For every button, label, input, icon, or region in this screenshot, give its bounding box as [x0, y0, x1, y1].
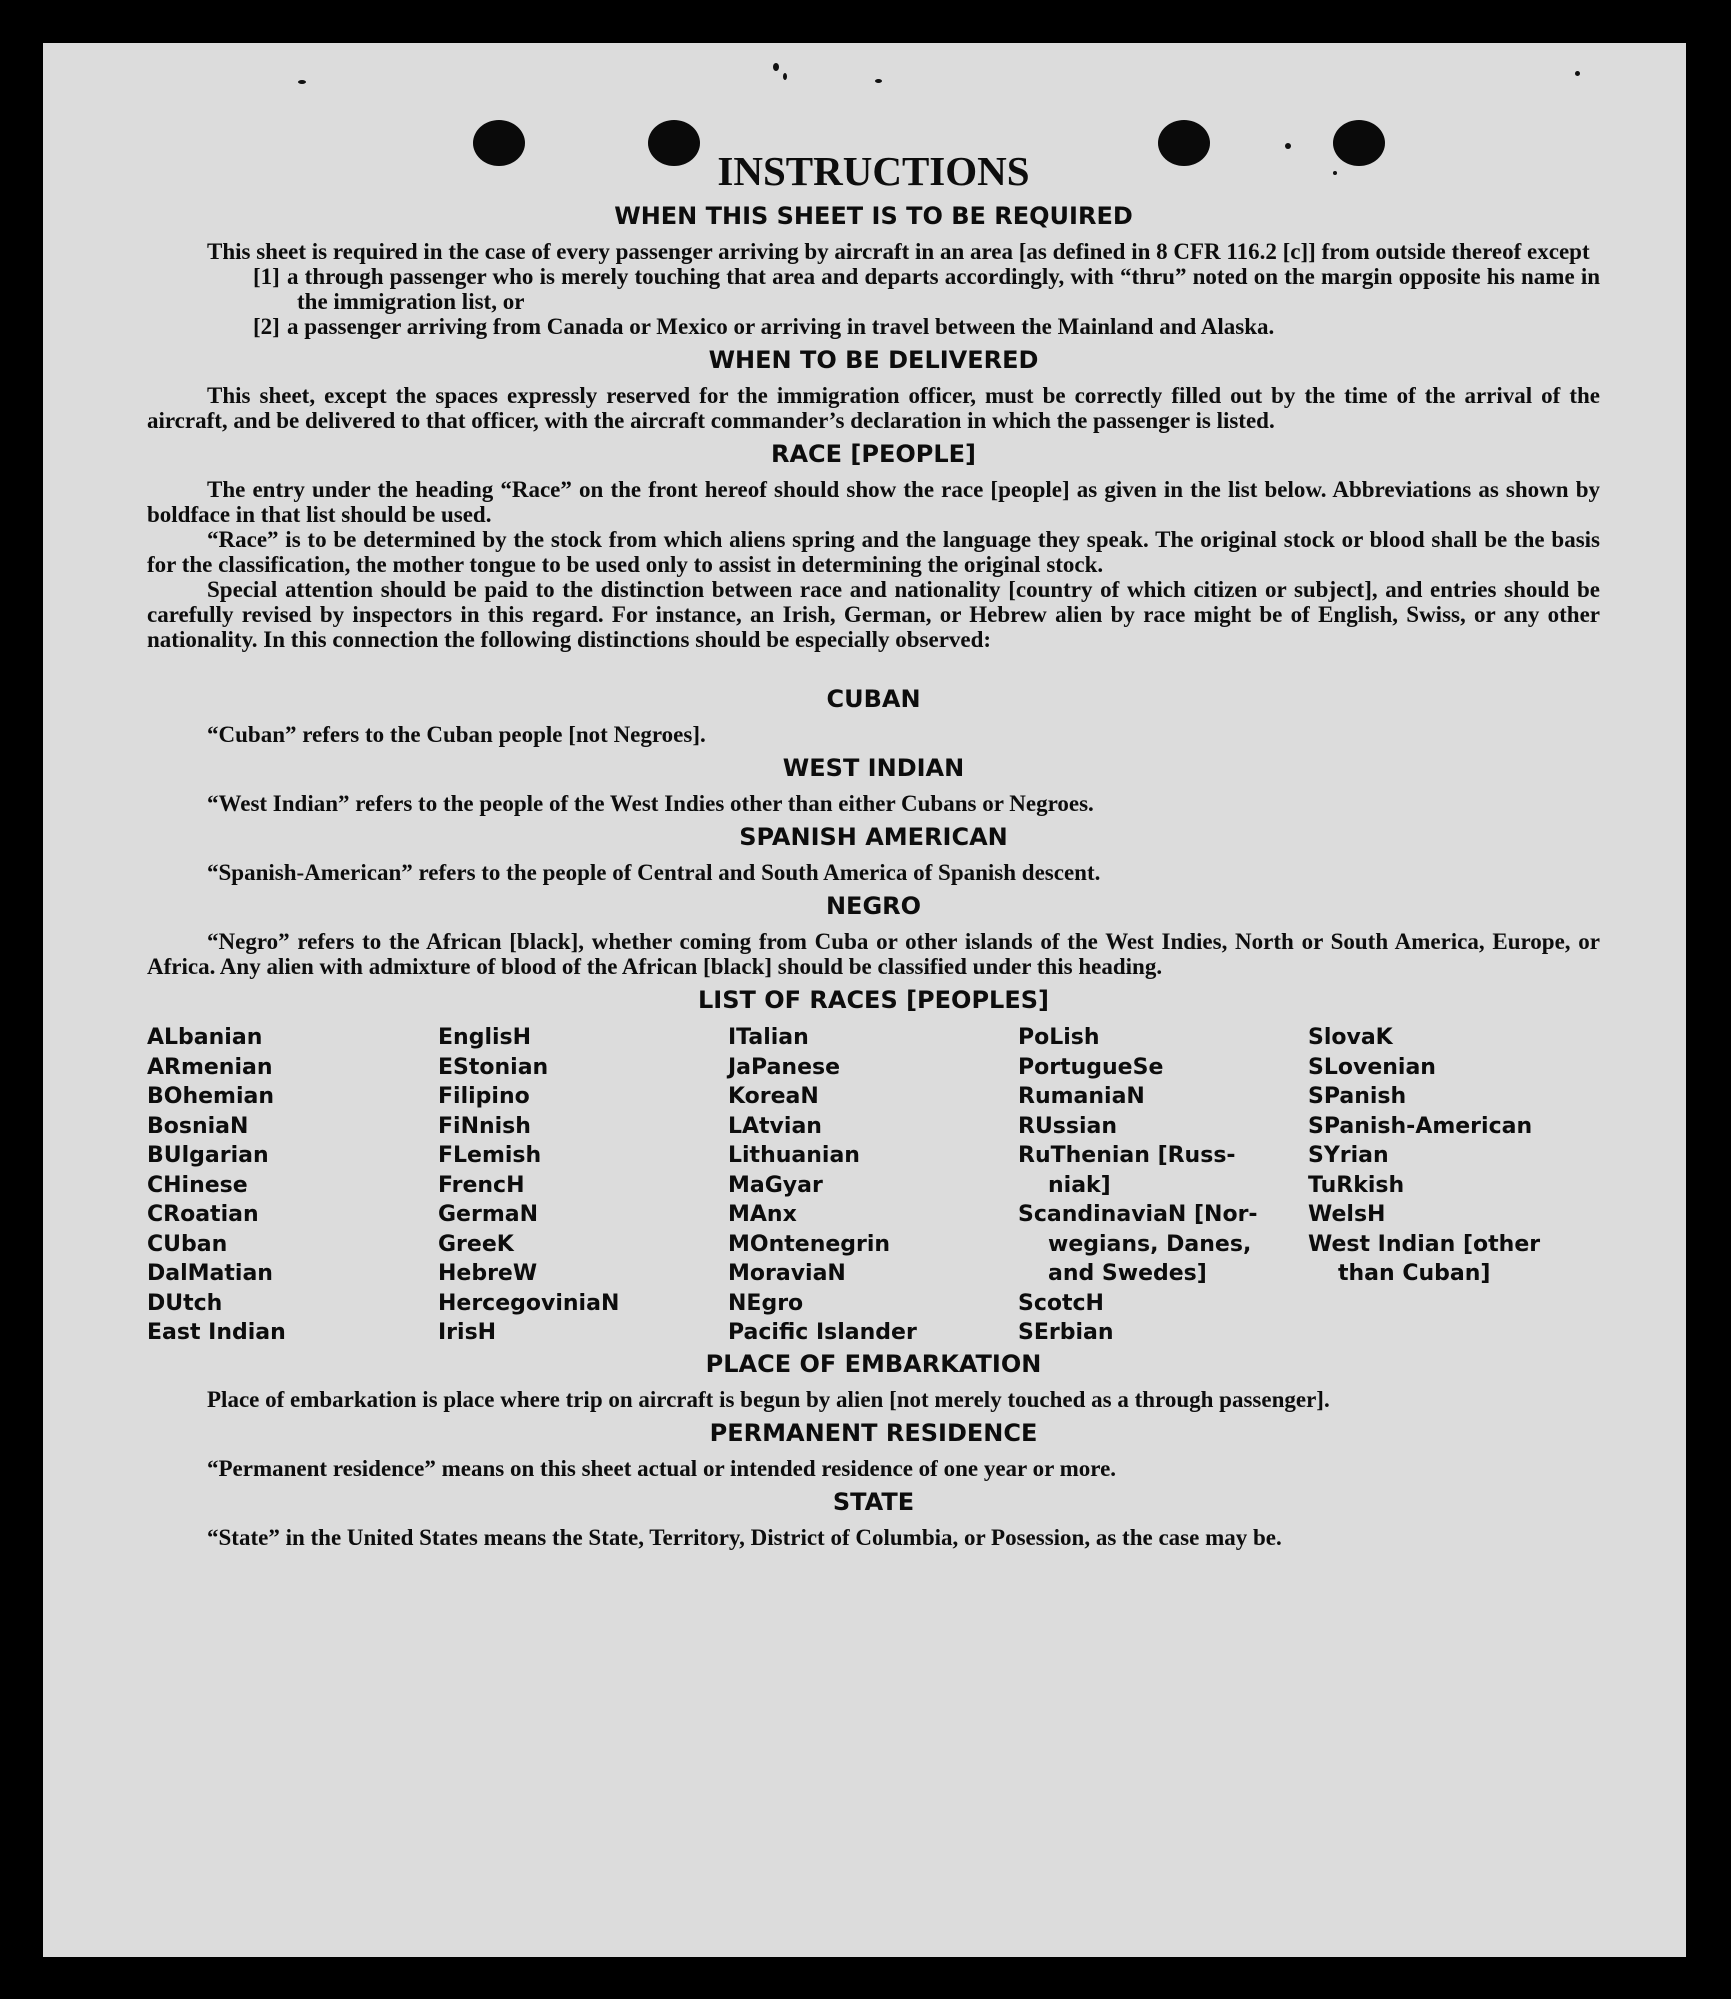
race-item: GermaN	[438, 1202, 539, 1227]
race-item: BOhemian	[147, 1084, 275, 1109]
race-item: ScotcH	[1018, 1290, 1104, 1316]
race-item: JaPanese	[728, 1054, 841, 1080]
race-item: SPanish	[1308, 1084, 1407, 1109]
race-item: CHinese	[147, 1172, 248, 1198]
races-column	[147, 1023, 427, 1348]
heading-spanish-american: SPANISH AMERICAN	[739, 823, 1008, 851]
exception-text: a through passenger who is merely touching that area and departs accordingly, with “thru” noted on the margin opposite his name in the immigration list, or	[287, 264, 1600, 314]
race-item: WelsH	[1308, 1202, 1386, 1227]
race-item: MOntenegrin	[728, 1231, 891, 1257]
race-item: West Indian [other	[1308, 1231, 1541, 1257]
race-item: RumaniaN	[1018, 1084, 1145, 1109]
heading-when-required: WHEN THIS SHEET IS TO BE REQUIRED	[614, 202, 1133, 230]
ink-speck	[298, 80, 306, 84]
race-item: CRoatian	[147, 1202, 259, 1227]
ink-speck	[875, 79, 882, 83]
race-item: MAnx	[728, 1202, 797, 1227]
race-item: CUban	[147, 1231, 228, 1257]
document-sheet	[43, 43, 1686, 1957]
exception-text: a passenger arriving from Canada or Mexico or arriving in travel between the Mainland and Alaska.	[287, 314, 1275, 339]
race-paragraph: Special attention should be paid to the distinction between race and nationality [country of which citizen or subject], and entries should be carefully revised by inspectors in this regard. For instance, an Irish, German, or Hebrew alien by race might be of English, Swiss, or any other nationality. In this connection the following distinctions should be especially observed:	[147, 577, 1600, 652]
race-item: SErbian	[1018, 1320, 1114, 1345]
ink-speck	[1575, 71, 1580, 76]
heading-when-delivered: WHEN TO BE DELIVERED	[708, 346, 1039, 374]
race-item: ARmenian	[147, 1054, 273, 1080]
race-item: than Cuban]	[1338, 1261, 1491, 1286]
race-item: Lithuanian	[728, 1143, 860, 1168]
page-title: INSTRUCTIONS	[717, 148, 1030, 194]
race-item: EStonian	[438, 1054, 549, 1080]
when-delivered-text: This sheet, except the spaces expressly reserved for the immigration officer, must be correctly filled out by the time of the arrival of the aircraft, and be delivered to that officer, with the aircraft commander’s declaration in which the passenger is listed.	[147, 383, 1600, 433]
race-item: and Swedes]	[1048, 1261, 1207, 1286]
heading-cuban: CUBAN	[826, 685, 921, 713]
instructions-content	[147, 147, 1600, 1550]
race-item: SPanish-American	[1308, 1113, 1533, 1139]
when-required-intro: This sheet is required in the case of every passenger arriving by aircraft in an area [as defined in 8 CFR 116.2 [c]] from outside thereof except	[207, 239, 1590, 264]
heading-negro: NEGRO	[825, 892, 922, 920]
race-item: TuRkish	[1308, 1172, 1405, 1198]
race-item: Pacific Islander	[728, 1320, 917, 1345]
heading-state: STATE	[832, 1488, 915, 1516]
race-item: BosniaN	[147, 1113, 249, 1139]
race-item: LAtvian	[728, 1113, 822, 1139]
race-item: EnglisH	[438, 1025, 532, 1050]
race-item: ScandinaviaN [Nor-	[1018, 1202, 1258, 1227]
races-list	[147, 1023, 1600, 1343]
race-item: wegians, Danes,	[1048, 1231, 1252, 1257]
race-item: FLemish	[438, 1143, 542, 1168]
race-item: PoLish	[1018, 1025, 1100, 1050]
cuban-text: “Cuban” refers to the Cuban people [not Negroes].	[207, 722, 706, 747]
race-paragraph: “Race” is to be determined by the stock from which aliens spring and the language they speak. The original stock or blood shall be the basis for the classification, the mother tongue to be used only to assist in determining the original stock.	[147, 527, 1600, 577]
heading-list-of-races: LIST OF RACES [PEOPLES]	[698, 986, 1049, 1014]
race-item: ALbanian	[147, 1025, 263, 1050]
race-item: SlovaK	[1308, 1025, 1393, 1050]
exception-number: [2]	[253, 314, 280, 339]
race-item: DalMatian	[147, 1261, 273, 1286]
heading-residence: PERMANENT RESIDENCE	[709, 1419, 1038, 1447]
heading-embarkation: PLACE OF EMBARKATION	[705, 1350, 1042, 1378]
heading-west-indian: WEST INDIAN	[782, 754, 965, 782]
race-item: ITalian	[728, 1025, 809, 1050]
races-column	[438, 1023, 718, 1348]
race-item: PortugueSe	[1018, 1054, 1164, 1080]
race-item: MoraviaN	[728, 1261, 846, 1286]
race-item: FiNnish	[438, 1113, 531, 1139]
race-item: BUlgarian	[147, 1143, 269, 1168]
exception-number: [1]	[253, 264, 280, 289]
race-item: IrisH	[438, 1320, 497, 1345]
race-item: NEgro	[728, 1290, 804, 1316]
exception-1	[253, 264, 1600, 314]
residence-text: “Permanent residence” means on this sheet actual or intended residence of one year or more.	[207, 1456, 1117, 1481]
race-item: RuThenian [Russ-	[1018, 1143, 1236, 1168]
races-column	[1018, 1023, 1298, 1348]
exception-2	[253, 314, 1600, 339]
race-item: DUtch	[147, 1290, 223, 1316]
race-paragraph: The entry under the heading “Race” on the front hereof should show the race [people] as given in the list below. Abbreviations as shown by boldface in that list should be used.	[147, 477, 1600, 527]
race-item: RUssian	[1018, 1113, 1118, 1139]
races-column	[728, 1023, 1008, 1348]
embarkation-text: Place of embarkation is place where trip on aircraft is begun by alien [not merely touched as a through passenger].	[207, 1387, 1330, 1412]
race-item: GreeK	[438, 1231, 514, 1257]
race-item: HebreW	[438, 1261, 538, 1286]
races-column	[1308, 1023, 1588, 1289]
race-item: SYrian	[1308, 1143, 1389, 1168]
race-item: Filipino	[438, 1084, 530, 1109]
spanish-american-text: “Spanish-American” refers to the people of Central and South America of Spanish descent.	[207, 860, 1101, 885]
west-indian-text: “West Indian” refers to the people of the West Indies other than either Cubans or Negroes.	[207, 791, 1094, 816]
state-text: “State” in the United States means the State, Territory, District of Columbia, or Posession, as the case may be.	[207, 1525, 1282, 1550]
ink-speck	[783, 73, 787, 80]
heading-race: RACE [PEOPLE]	[770, 440, 977, 468]
race-item: FrencH	[438, 1172, 525, 1198]
race-item: East Indian	[147, 1320, 286, 1345]
race-item: KoreaN	[728, 1084, 819, 1109]
ink-speck	[773, 63, 779, 71]
race-item: niak]	[1048, 1172, 1111, 1198]
negro-text: “Negro” refers to the African [black], whether coming from Cuba or other islands of the West Indies, North or South America, Europe, or Africa. Any alien with admixture of blood of the African [black] should be classified under this heading.	[147, 929, 1600, 979]
race-item: HercegoviniaN	[438, 1290, 620, 1316]
race-item: MaGyar	[728, 1172, 823, 1198]
race-item: SLovenian	[1308, 1054, 1436, 1080]
